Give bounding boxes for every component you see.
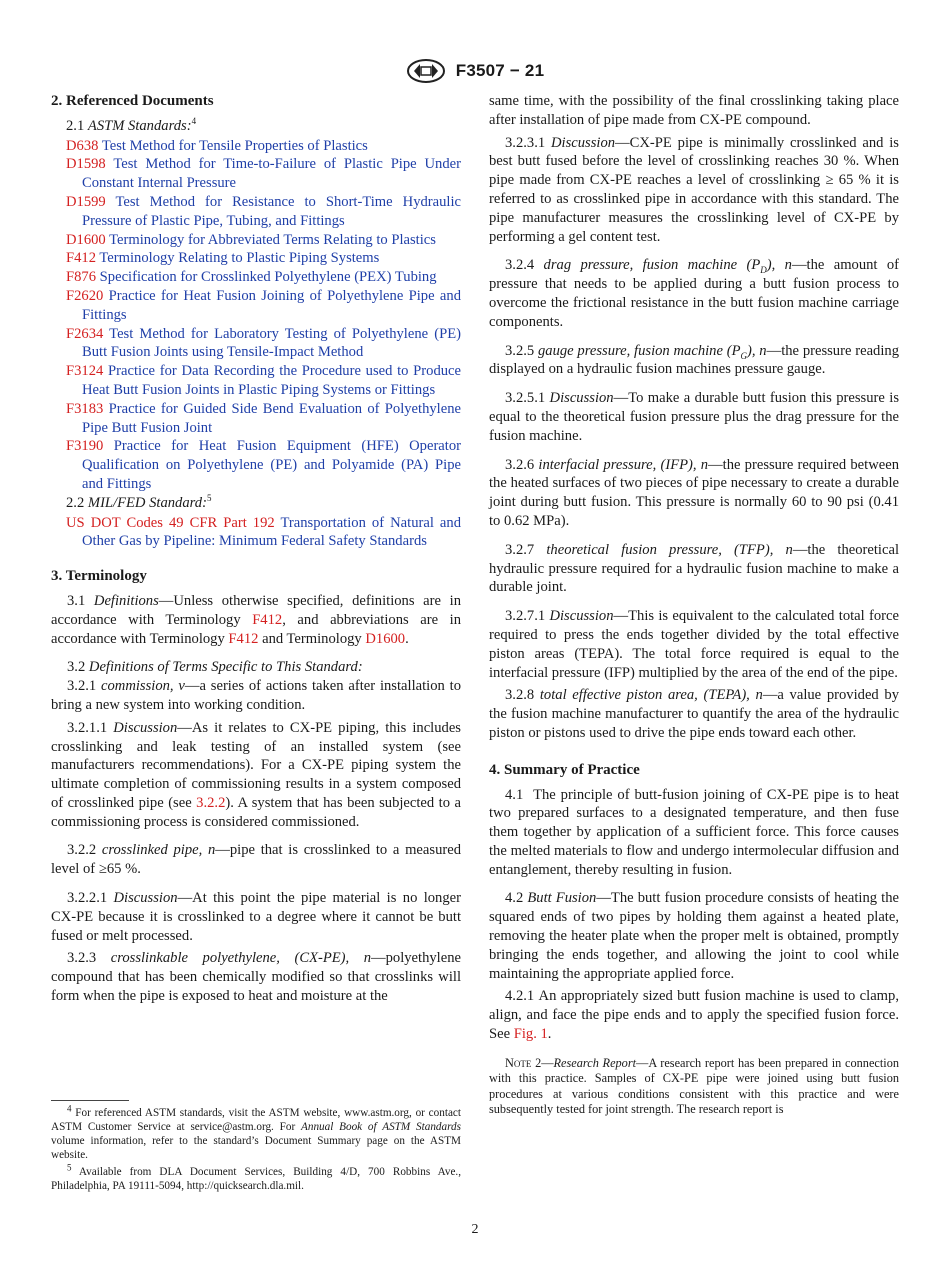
paragraph-4-1 [489,786,899,880]
paragraph-3-2-2 [51,841,461,879]
term: ), n [766,257,792,274]
reference-link[interactable]: F412 [228,630,259,647]
reference-item [51,231,461,250]
term: theoretical fusion pressure, (TFP), n [546,541,793,558]
reference-code-link[interactable]: F412 [66,250,97,267]
para-text: . [405,630,409,647]
paragraph-3-2-7-1 [489,607,899,682]
para-text: —the pressure required between the heated surfaces of two pieces of pipe necessary to create a durable joint during butt fusion. This pressure is normally 60 to 90 psi (0.41 to 0.62 MPa). [489,456,899,529]
para-text: —the pressure reading displayed on a hydraulic fusion machines pressure gauge. [489,342,899,378]
reference-item [51,193,461,231]
para-text: —Unless otherwise specified, definitions are in accordance with Terminology [51,592,461,628]
term: Definitions [93,592,159,609]
term: commission, v [101,678,185,695]
para-number: 3.2.8 [505,687,535,704]
term: gauge pressure, fusion machine (P [537,342,741,359]
reference-code-link[interactable]: D1599 [66,193,106,210]
para-text: , and abbreviations are in accordance with Terminology [51,611,461,647]
para-number: 3.2.7.1 [505,608,546,625]
reference-code-link[interactable]: D638 [66,137,99,154]
paragraph-3-2-5-1 [489,389,899,445]
para-number: 4.1 [505,786,524,803]
reference-title-link[interactable]: Terminology Relating to Plastic Piping Systems [99,250,380,267]
footnote-text: Annual Book of ASTM Standards [301,1121,461,1133]
term: Discussion [113,719,178,736]
reference-item [51,437,461,493]
para-text: and Terminology [258,630,366,647]
reference-code-link[interactable]: F2620 [66,287,104,304]
reference-code-link[interactable]: US DOT Codes 49 CFR Part 192 [66,514,275,531]
para-text: —the theoretical hydraulic pressure required for a hydraulic fusion machine to make a durable joint. [489,541,899,596]
reference-item [51,362,461,400]
section-link[interactable]: 3.2.2 [196,794,226,811]
term: Discussion [550,134,616,151]
section-4-heading: 4. Summary of Practice [489,761,640,778]
subsection-number: 2.1 [66,117,85,134]
page-number: 2 [471,1222,479,1237]
footnote-number: 4 [67,1103,72,1114]
reference-link[interactable]: D1600 [365,630,406,647]
reference-code-link[interactable]: F2634 [66,325,104,342]
reference-link[interactable]: F412 [252,611,283,628]
page-header [0,58,950,84]
para-number: 3.2.1 [67,678,97,695]
paragraph-3-2-5 [489,342,899,380]
figure-link[interactable]: Fig. 1 [513,1026,548,1043]
section-2-heading: 2. Referenced Documents [51,93,214,109]
para-text: —a series of actions taken after installation to bring a new system into working condition. [51,678,461,713]
subsection-number: 2.2 [66,494,85,511]
term: ), n [747,342,767,359]
paragraph-3-2-4 [489,256,899,331]
para-number: 3.1 [67,592,86,609]
paragraph-3-2-1 [51,677,461,715]
term: interfacial pressure, (IFP), n [538,456,709,473]
paragraph-3-2-8 [489,686,899,742]
para-text: . [547,1026,552,1043]
right-column [489,92,899,1117]
reference-code-link[interactable]: F3190 [66,438,104,455]
term: Definitions of Terms Specific to This Standard: [88,659,363,676]
reference-title-link[interactable]: Practice for Guided Side Bend Evaluation of Polyethylene Pipe Butt Fusion Joint [82,400,461,436]
footnote-marker: 5 [206,492,212,503]
para-text: —To make a durable butt fusion this pressure is equal to the theoretical fusion pressure plus the drag pressure for the fusion machine. [489,390,900,444]
paragraph-3-2 [51,658,461,677]
reference-item [51,400,461,438]
para-number: 3.2.3 [67,950,97,967]
footnote-divider [51,1100,129,1101]
term: Discussion [549,608,614,625]
reference-title-link[interactable]: Test Method for Tensile Properties of Plastics [101,137,368,154]
reference-title-link[interactable]: Practice for Data Recording the Procedure used to Produce Heat Butt Fusion Joints in Plastic Piping Systems or Fittings [82,363,461,398]
para-text: The principle of butt-fusion joining of CX-PE pipe is to heat two prepared surfaces to a designated temperature, and then fuse them together by application of a sufficient force. This force causes the melted materials to flow and undergo intermolecular diffusion and entanglement, thereby resulting in fusion. [489,786,900,878]
para-number: 3.2.1.1 [67,719,108,736]
para-number: 3.2.5 [505,342,535,359]
reference-code-link[interactable]: F3124 [66,363,104,380]
term-subscript: D [760,265,767,276]
paragraph-4-2-1 [489,987,899,1043]
reference-code-link[interactable]: D1600 [66,231,106,248]
para-text: —a value provided by the fusion machine manufacturer to quantify the area of the hydraulic piston or pistons used to drive the pipe ends toward each other. [489,687,899,741]
term: drag pressure, fusion machine (P [543,257,761,274]
reference-title-link[interactable]: Test Method for Resistance to Short-Time Hydraulic Pressure of Plastic Pipe, Tubing, and Fittings [82,193,462,229]
note-label: Note 2 [505,1055,542,1070]
paragraph-3-2-3 [51,949,461,1005]
para-number: 4.2.1 [505,988,535,1005]
continued-paragraph: same time, with the possibility of the final crosslinking taking place after installation of pipe made from CX-PE compound. [489,93,899,128]
para-text: —The butt fusion procedure consists of heating the squared ends of two pipes by holding them against a heated plate, removing the heater plate when the proper melt is obtained, promptly bringing the ends together, and allowing the joint to cool while maintaining the appropriate applied force. [489,890,899,982]
reference-title-link[interactable]: Test Method for Time-to-Failure of Plastic Pipe Under Constant Internal Pressure [82,156,461,192]
reference-item [51,325,461,363]
reference-title-link[interactable]: Practice for Heat Fusion Joining of Polyethylene Pipe and Fittings [82,287,461,323]
paragraph-3-2-3-1 [489,134,899,247]
paragraph-4-2 [489,889,899,983]
reference-title-link[interactable]: Terminology for Abbreviated Terms Relating to Plastics [109,231,436,248]
standard-designation: F3507 − 21 [455,61,545,80]
note-term: Research Report [553,1055,637,1070]
left-column [51,92,461,1010]
reference-item [51,287,461,325]
footnotes [51,1103,461,1196]
reference-code-link[interactable]: F3183 [66,400,104,417]
reference-item [51,155,461,193]
footnote-text: volume information, refer to the standard’s Document Summary page on the ASTM website. [51,1135,461,1161]
para-text: —CX-PE pipe is minimally crosslinked and is best butt fused before the level of crosslinking reaches 30 %. When pipe made from CX-PE reaches a level of crosslinking ≥ 65 % it is referred to as crosslinked pipe in accordance with this standard. The pipe manufacturer measures the crosslinking level of CX-PE by performing a gel content test. [489,134,899,245]
paragraph-3-2-6 [489,456,899,531]
subsection-title: ASTM Standards: [87,117,192,134]
para-number: 3.2.4 [505,257,535,274]
para-number: 3.2.2.1 [67,890,108,907]
note-text: —A research report has been prepared in connection with this practice. Samples of CX-PE pipe were joined using butt fusion procedures at various conditions consistent with this practice and were subsequently tested for joint strength. The research report is [489,1055,899,1117]
reference-title-link[interactable]: Specification for Crosslinked Polyethylene (PEX) Tubing [99,269,437,286]
paragraph-3-2-1-1 [51,719,461,832]
footnote-5 [51,1162,461,1193]
footnote-number: 5 [67,1162,72,1173]
term: Discussion [113,890,178,907]
reference-item [51,249,461,268]
term: crosslinked pipe, n [101,842,216,859]
paragraph-3-2-2-1 [51,889,461,945]
para-number: 3.2.7 [505,541,535,558]
footnote-marker: 4 [191,115,197,126]
reference-code-link[interactable]: D1598 [66,156,106,173]
subsection-title: MIL/FED Standard: [87,494,207,511]
reference-title-link[interactable]: Practice for Heat Fusion Equipment (HFE) Operator Qualification on Polyethylene (PE) and Polyamide (PA) Pipe and Fittings [82,438,461,492]
term: Discussion [549,390,614,407]
para-text: An appropriately sized butt fusion machine is used to clamp, align, and face the pipe ends and to apply the specified fusion force. See [489,988,899,1043]
term: crosslinkable polyethylene, (CX-PE), n [110,950,372,967]
para-text: —At this point the pipe material is no longer CX-PE because it is crosslinked to a degree where it cannot be butt fused or melt processed. [51,890,461,944]
para-number: 3.2.2 [67,842,97,859]
section-3-heading: 3. Terminology [51,568,147,585]
paragraph-3-2-7 [489,541,899,597]
para-number: 3.2.3.1 [505,134,546,151]
reference-title-link[interactable]: Test Method for Laboratory Testing of Polyethylene (PE) Butt Fusion Joints using Tensile-Impact Method [82,325,461,361]
para-text: —polyethylene compound that has been chemically modified so that crosslinks will form when the pipe is exposed to heat and moisture at the [51,950,461,1005]
para-text: —This is equivalent to the calculated total force required to press the ends together divided by the total effective piston areas (TEPA). The total force required is equal to the interfacial pressure (IFP) multiplied by the area of the end of the pipe. [489,608,899,681]
para-text: —As it relates to CX-PE piping, this includes crosslinking and leak testing of an installed system (see manufacturers recommendations). For a CX-PE piping system the ultimate completion of commissioning results in a system composed of crosslinked pipe (see [51,719,461,811]
footnote-text: Available from DLA Document Services, Building 4/D, 700 Robbins Ave., Philadelphia, PA 19111-5094, http://quicksearch.dla.mil. [51,1166,461,1192]
para-number: 3.2 [67,659,86,676]
reference-item [51,137,461,156]
para-text: ). A system that has been subjected to a commissioning process is considered commissioned. [51,794,461,830]
para-number: 3.2.5.1 [505,390,546,407]
subsection-2-1 [51,117,461,136]
subsection-2-2 [51,494,461,513]
note-2: Note 2—Research Report—A research report has been prepared in connection with this practice. Samples of CX-PE pipe were joined using butt fusion procedures at various conditions consistent with this practice and were subsequently tested for joint strength. The research report is [489,1055,899,1117]
term: total effective piston area, (TEPA), n [539,687,763,704]
reference-title-link[interactable]: Transportation of Natural and Other Gas by Pipeline: Minimum Federal Safety Standards [82,514,461,550]
astm-reference-list [51,137,461,494]
footnote-text: For referenced ASTM standards, visit the ASTM website, www.astm.org, or contact ASTM Customer Service at service@astm.org. For [51,1107,461,1133]
mil-reference [51,514,461,552]
term: Butt Fusion [527,890,597,907]
para-number: 4.2 [505,890,524,907]
para-text: —pipe that is crosslinked to a measured level of ≥65 %. [51,842,461,878]
term-subscript: G [740,350,748,361]
footnote-4 [51,1103,461,1162]
astm-logo-icon [406,58,446,84]
reference-code-link[interactable]: F876 [66,269,97,286]
para-number: 3.2.6 [505,456,535,473]
paragraph-3-1 [51,592,461,648]
reference-item [51,268,461,287]
para-text: —the amount of pressure that needs to be applied during a butt fusion process to overcome the frictional resistance in the butt fusion machine carriage components. [489,257,899,330]
